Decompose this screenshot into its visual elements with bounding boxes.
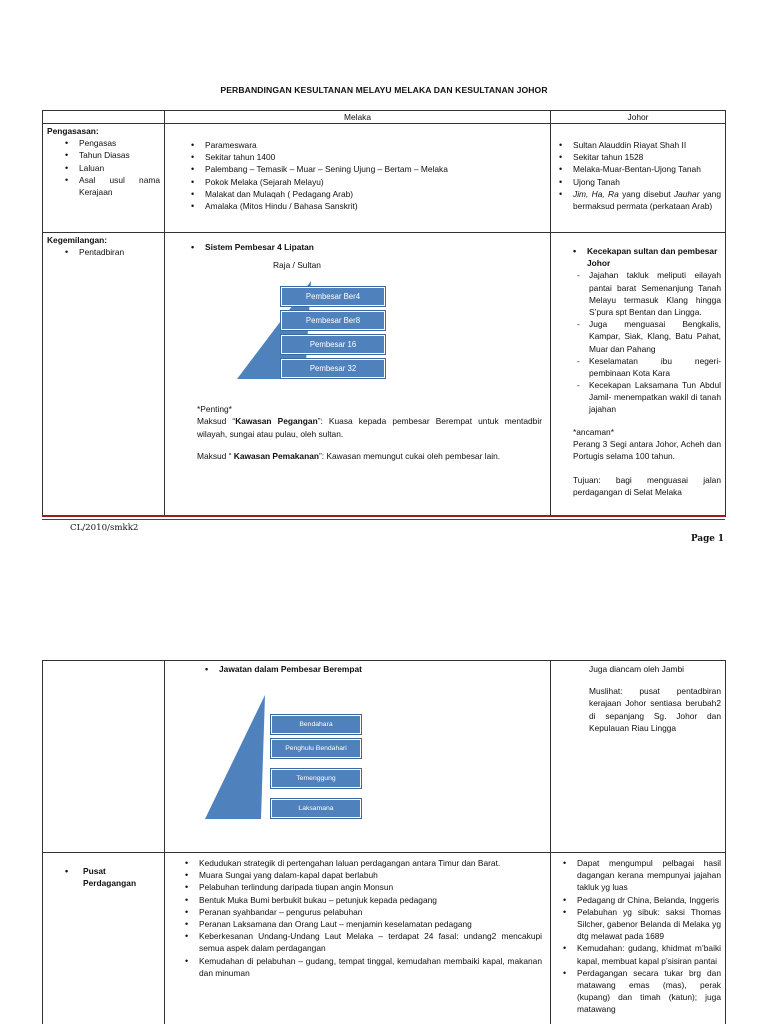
list-item: • Kecekapan sultan dan pembesar Johor xyxy=(573,245,721,269)
list-item: - Jajahan takluk meliputi eilayah pantai barat Semenanjung Tanah Melayu termasuk Klang hingga S’pura spt Bentan dan Lingga. xyxy=(573,269,721,318)
list-item: • Pokok Melaka (Sejarah Melayu) xyxy=(191,176,542,188)
pengasasan-johor-list xyxy=(559,139,721,212)
list-item: • Pentadbiran xyxy=(65,246,160,258)
list-item: • Sistem Pembesar 4 Lipatan xyxy=(191,241,542,253)
kegemilangan-johor-dashes xyxy=(573,269,721,415)
cell-kegemilangan-melaka xyxy=(165,233,551,517)
pyramid-level-bendahara: Bendahara xyxy=(271,715,361,734)
cell-kegemilangan-johor xyxy=(551,233,726,517)
kawasan-pegangan-text xyxy=(197,415,542,439)
cell-johor-ancaman xyxy=(551,661,726,853)
pyramid-level-4: Pembesar 32 xyxy=(281,359,385,378)
table-header-row xyxy=(43,111,726,124)
jauhar-text: Jauhar xyxy=(673,188,700,199)
row-pembesar-berempat xyxy=(43,661,726,853)
list-item: • Parameswara xyxy=(191,139,542,151)
list-item: • Jawatan dalam Pembesar Berempat xyxy=(205,663,542,675)
list-item: • Pelabuhan yg sibuk: saksi Thomas Silcher, gabenor Belanda di Melaka yg dtg melawat pada 1689 xyxy=(563,906,721,943)
pyramid-level-temenggung: Temenggung xyxy=(271,769,361,788)
text-fragment: Maksud “ xyxy=(197,416,236,427)
row-pusat-perdagangan xyxy=(43,853,726,1024)
pyramid-level-1: Pembesar Ber4 xyxy=(281,287,385,306)
pembesar-pyramid-1 xyxy=(191,259,542,397)
kawasan-pegangan-term: Kawasan Pegangan xyxy=(235,416,318,427)
list-item: • Sekitar tahun 1528 xyxy=(559,151,721,163)
cell-kegemilangan-label xyxy=(43,233,165,517)
pyramid-level-3: Pembesar 16 xyxy=(281,335,385,354)
list-item: • Bentuk Muka Bumi berbukit bukau – petunjuk kepada pedagang xyxy=(185,894,542,906)
penting-note xyxy=(191,403,542,462)
list-item: • Kedudukan strategik di pertengahan laluan perdagangan antara Timur dan Barat. xyxy=(185,857,542,869)
pyramid-level-2: Pembesar Ber8 xyxy=(281,311,385,330)
kegemilangan-items xyxy=(65,246,160,258)
list-item: • Pelabuhan terlindung daripada tiupan angin Monsun xyxy=(185,881,542,893)
pusat-johor-list xyxy=(563,857,721,1015)
list-item: • Peranan Laksamana dan Orang Laut – menjamin keselamatan pedagang xyxy=(185,918,542,930)
page-number: Page 1 xyxy=(690,534,724,544)
text-fragment: yang bermaksud permata (perkataan Arab) xyxy=(573,188,721,211)
jambi-text: Juga diancam oleh Jambi xyxy=(589,664,684,674)
pembesar-pyramid-2 xyxy=(205,691,542,821)
penting-label: *Penting* xyxy=(197,404,232,415)
list-item: - Juga menguasai Bengkalis, Kampar, Siak, Klang, Batu Pahat, Muar dan Pahang xyxy=(573,318,721,355)
tujuan-text: Tujuan: bagi menguasai jalan perdagangan di Selat Melaka xyxy=(573,475,721,498)
header-melaka: Melaka xyxy=(165,111,551,124)
text-fragment: ”: Kuasa kepada pembesar Berempat untuk mentadbir wilayah, sungai atau pulau, oleh sultan. xyxy=(197,416,542,439)
text-fragment: ”: Kawasan memungut cukai oleh pembesar lain. xyxy=(318,450,501,461)
pengasasan-melaka-list xyxy=(191,139,542,212)
pusat-melaka-list xyxy=(185,857,542,979)
list-item: • Keberkesanan Undang-Undang Laut Melaka – terdapat 24 fasal: undang2 mencakupi semua aspek dalam perdagangan xyxy=(185,930,542,954)
pyramid-level-laksamana: Laksamana xyxy=(271,799,361,818)
muslihat-text: Muslihat: pusat pentadbiran kerajaan Johor sentiasa berubah2 di sepanjang Sg. Johor dan Kepulauan Riau Lingga xyxy=(589,686,721,733)
list-item: • Asal usul nama Kerajaan xyxy=(65,174,160,198)
cell-jawatan-melaka xyxy=(165,661,551,853)
list-item: - Kecekapan Laksamana Tun Abdul Jamil- menempatkan wakil di tanah jajahan xyxy=(573,379,721,416)
list-item: • Kemudahan: gudang, khidmat m’baiki kapal, membuat kapal p’sisiran pantai xyxy=(563,942,721,966)
list-item: • Perdagangan secara tukar brg dan matawang emas (mas), perak (kupang) dan timah (katun); juga matawang xyxy=(563,967,721,1016)
list-item: • Pedagang dr China, Belanda, Inggeris xyxy=(563,894,721,906)
list-item: • Laluan xyxy=(65,162,160,174)
ancaman-label: *ancaman* xyxy=(573,426,614,437)
comparison-table-page2 xyxy=(42,660,726,1024)
list-item xyxy=(559,188,721,212)
kegemilangan-johor-list xyxy=(573,245,721,269)
header-johor: Johor xyxy=(551,111,726,124)
row-pengasasan xyxy=(43,124,726,233)
kegemilangan-melaka-list xyxy=(191,241,542,253)
list-item: • Malakat dan Mulaqah ( Pedagang Arab) xyxy=(191,188,542,200)
kegemilangan-heading: Kegemilangan: xyxy=(47,235,108,245)
jawatan-list xyxy=(205,663,542,675)
cell-pengasasan-melaka xyxy=(165,124,551,233)
header-blank xyxy=(43,111,165,124)
raja-sultan-label: Raja / Sultan xyxy=(273,260,321,271)
list-item: • Sultan Alauddin Riayat Shah II xyxy=(559,139,721,151)
footer-rule-thick xyxy=(42,515,725,517)
text-fragment: Maksud “ xyxy=(197,450,234,461)
pengasasan-items xyxy=(65,137,160,198)
list-item: • Dapat mengumpul pelbagai hasil dagangan kerana mempunyai jajahan takluk yg luas xyxy=(563,857,721,894)
cell-pusat-label xyxy=(43,853,165,1024)
list-item: • Pengasas xyxy=(65,137,160,149)
list-item: • Pusat Perdagangan xyxy=(65,865,160,889)
footer-code: CL/2010/smkk2 xyxy=(70,523,139,533)
list-item: • Muara Sungai yang dalam-kapal dapat berlabuh xyxy=(185,869,542,881)
list-item: • Kemudahan di pelabuhan – gudang, tempat tinggal, kemudahan membaiki kapal, makanan dan minuman xyxy=(185,955,542,979)
list-item: • Melaka-Muar-Bentan-Ujong Tanah xyxy=(559,163,721,175)
row-kegemilangan xyxy=(43,233,726,517)
list-item: - Keselamatan ibu negeri- pembinaan Kota Kara xyxy=(573,355,721,379)
kawasan-pemakanan-text xyxy=(197,450,542,462)
pusat-label-list xyxy=(65,865,160,889)
list-item: • Ujong Tanah xyxy=(559,176,721,188)
comparison-table-page1 xyxy=(42,110,726,517)
text-fragment: yang disebut xyxy=(618,188,674,199)
jim-ha-ra-text: Jim, Ha, Ra xyxy=(573,188,619,199)
cell-pengasasan-label xyxy=(43,124,165,233)
list-item: • Tahun Diasas xyxy=(65,149,160,161)
list-item: • Sekitar tahun 1400 xyxy=(191,151,542,163)
cell-blank xyxy=(43,661,165,853)
cell-pusat-melaka xyxy=(165,853,551,1024)
document-title: PERBANDINGAN KESULTANAN MELAYU MELAKA DAN KESULTANAN JOHOR xyxy=(220,85,548,95)
list-item: • Palembang – Temasik – Muar – Sening Ujung – Bertam – Melaka xyxy=(191,163,542,175)
pengasasan-heading: Pengasasan: xyxy=(47,126,99,136)
ancaman-text: Perang 3 Segi antara Johor, Acheh dan Portugis selama 100 tahun. xyxy=(573,438,721,461)
kawasan-pemakanan-term: Kawasan Pemakanan xyxy=(233,450,319,461)
pyramid-level-penghulu-bendahari: Penghulu Bendahari xyxy=(271,739,361,758)
footer-rule-thin xyxy=(42,519,725,520)
cell-pusat-johor xyxy=(551,853,726,1024)
list-item: • Amalaka (Mitos Hindu / Bahasa Sanskrit) xyxy=(191,200,542,212)
list-item: • Peranan syahbandar – pengurus pelabuhan xyxy=(185,906,542,918)
cell-pengasasan-johor xyxy=(551,124,726,233)
